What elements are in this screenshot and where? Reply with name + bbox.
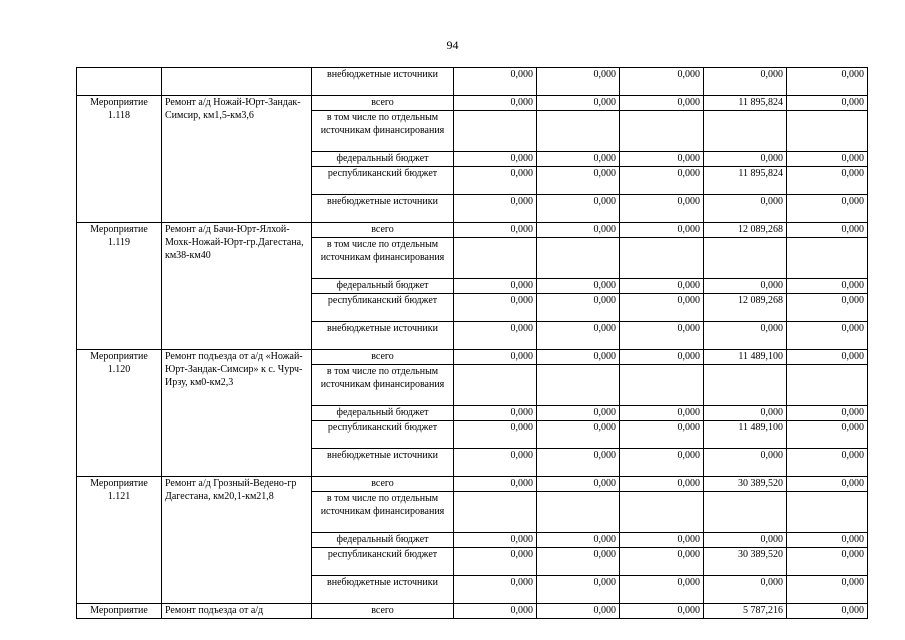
funding-source-cell: в том числе по отдельным источникам финансирования xyxy=(312,492,454,533)
value-cell: 0,000 xyxy=(704,152,787,167)
value-cell: 0,000 xyxy=(537,350,620,365)
value-cell: 0,000 xyxy=(537,195,620,223)
table-row xyxy=(77,477,868,492)
value-cell xyxy=(454,492,537,533)
value-cell: 0,000 xyxy=(787,604,868,619)
value-cell: 0,000 xyxy=(537,223,620,238)
value-cell xyxy=(620,365,704,406)
value-cell: 0,000 xyxy=(454,350,537,365)
value-cell xyxy=(454,238,537,279)
value-cell: 30 389,520 xyxy=(704,477,787,492)
value-cell: 0,000 xyxy=(620,604,704,619)
value-cell: 0,000 xyxy=(787,96,868,111)
value-cell: 0,000 xyxy=(454,477,537,492)
value-cell: 0,000 xyxy=(787,477,868,492)
funding-source-cell: внебюджетные источники xyxy=(312,68,454,96)
value-cell xyxy=(454,365,537,406)
table-row xyxy=(77,604,868,619)
value-cell: 0,000 xyxy=(454,548,537,576)
value-cell: 0,000 xyxy=(537,533,620,548)
value-cell: 0,000 xyxy=(620,421,704,449)
value-cell: 0,000 xyxy=(787,548,868,576)
value-cell: 0,000 xyxy=(787,406,868,421)
funding-source-cell: всего xyxy=(312,350,454,365)
value-cell: 12 089,268 xyxy=(704,223,787,238)
value-cell: 0,000 xyxy=(454,449,537,477)
value-cell xyxy=(787,365,868,406)
value-cell xyxy=(704,492,787,533)
funding-source-cell: федеральный бюджет xyxy=(312,279,454,294)
value-cell: 0,000 xyxy=(787,294,868,322)
funding-source-cell: федеральный бюджет xyxy=(312,533,454,548)
value-cell xyxy=(620,238,704,279)
funding-source-cell: внебюджетные источники xyxy=(312,322,454,350)
value-cell: 0,000 xyxy=(620,406,704,421)
value-cell xyxy=(537,238,620,279)
funding-source-cell: республиканский бюджет xyxy=(312,167,454,195)
value-cell: 0,000 xyxy=(537,406,620,421)
value-cell: 0,000 xyxy=(620,195,704,223)
event-label-cell: Мероприятие 1.118 xyxy=(77,96,162,223)
value-cell: 0,000 xyxy=(704,406,787,421)
event-name-cell: Ремонт а/д Бачи-Юрт-Ялхой-Мохк-Ножай-Юрт-гр.Дагестана, км38-км40 xyxy=(162,223,312,350)
table-row xyxy=(77,68,868,96)
value-cell: 0,000 xyxy=(787,533,868,548)
event-name-cell: Ремонт подъезда от а/д xyxy=(162,604,312,619)
value-cell: 0,000 xyxy=(537,167,620,195)
event-label-cell: Мероприятие 1.120 xyxy=(77,350,162,477)
value-cell: 0,000 xyxy=(620,576,704,604)
value-cell xyxy=(787,111,868,152)
value-cell: 0,000 xyxy=(537,96,620,111)
value-cell: 0,000 xyxy=(620,167,704,195)
event-label-cell: Мероприятие 1.121 xyxy=(77,477,162,604)
value-cell: 12 089,268 xyxy=(704,294,787,322)
value-cell: 0,000 xyxy=(454,604,537,619)
value-cell: 0,000 xyxy=(620,279,704,294)
funding-source-cell: в том числе по отдельным источникам финансирования xyxy=(312,111,454,152)
table-body xyxy=(77,68,868,619)
value-cell: 0,000 xyxy=(454,96,537,111)
value-cell: 0,000 xyxy=(704,449,787,477)
value-cell: 0,000 xyxy=(537,477,620,492)
value-cell: 0,000 xyxy=(704,279,787,294)
budget-table xyxy=(76,67,868,619)
value-cell: 0,000 xyxy=(454,533,537,548)
value-cell: 11 895,824 xyxy=(704,167,787,195)
value-cell: 0,000 xyxy=(620,350,704,365)
funding-source-cell: внебюджетные источники xyxy=(312,576,454,604)
value-cell: 0,000 xyxy=(620,152,704,167)
value-cell: 0,000 xyxy=(704,68,787,96)
value-cell: 0,000 xyxy=(620,449,704,477)
value-cell: 0,000 xyxy=(787,195,868,223)
value-cell: 0,000 xyxy=(537,449,620,477)
value-cell: 0,000 xyxy=(787,279,868,294)
funding-source-cell: республиканский бюджет xyxy=(312,294,454,322)
value-cell: 0,000 xyxy=(537,279,620,294)
event-name-cell xyxy=(162,68,312,96)
value-cell: 0,000 xyxy=(787,350,868,365)
value-cell: 0,000 xyxy=(620,96,704,111)
event-name-cell: Ремонт а/д Грозный-Ведено-гр Дагестана, км20,1-км21,8 xyxy=(162,477,312,604)
value-cell: 11 895,824 xyxy=(704,96,787,111)
funding-source-cell: в том числе по отдельным источникам финансирования xyxy=(312,365,454,406)
value-cell: 0,000 xyxy=(537,152,620,167)
table-row xyxy=(77,350,868,365)
value-cell xyxy=(454,111,537,152)
value-cell: 0,000 xyxy=(620,548,704,576)
event-label-cell: Мероприятие xyxy=(77,604,162,619)
value-cell: 0,000 xyxy=(537,548,620,576)
value-cell xyxy=(704,238,787,279)
value-cell: 0,000 xyxy=(620,223,704,238)
value-cell: 0,000 xyxy=(787,322,868,350)
value-cell: 0,000 xyxy=(454,195,537,223)
table-row xyxy=(77,96,868,111)
value-cell xyxy=(704,365,787,406)
funding-source-cell: в том числе по отдельным источникам финансирования xyxy=(312,238,454,279)
page-number: 94 xyxy=(446,38,459,52)
value-cell xyxy=(537,111,620,152)
value-cell: 0,000 xyxy=(787,167,868,195)
value-cell: 0,000 xyxy=(787,449,868,477)
funding-source-cell: республиканский бюджет xyxy=(312,421,454,449)
value-cell: 0,000 xyxy=(454,406,537,421)
value-cell: 0,000 xyxy=(620,533,704,548)
funding-source-cell: всего xyxy=(312,604,454,619)
value-cell: 0,000 xyxy=(454,294,537,322)
funding-source-cell: всего xyxy=(312,477,454,492)
value-cell xyxy=(787,238,868,279)
value-cell: 0,000 xyxy=(620,294,704,322)
value-cell: 0,000 xyxy=(787,152,868,167)
value-cell: 0,000 xyxy=(787,421,868,449)
value-cell: 0,000 xyxy=(620,322,704,350)
value-cell: 11 489,100 xyxy=(704,421,787,449)
event-label-cell xyxy=(77,68,162,96)
value-cell: 0,000 xyxy=(537,576,620,604)
value-cell: 0,000 xyxy=(537,421,620,449)
funding-source-cell: внебюджетные источники xyxy=(312,195,454,223)
value-cell xyxy=(620,111,704,152)
value-cell: 0,000 xyxy=(704,533,787,548)
value-cell: 0,000 xyxy=(704,576,787,604)
value-cell: 0,000 xyxy=(704,195,787,223)
funding-source-cell: всего xyxy=(312,96,454,111)
value-cell: 0,000 xyxy=(454,576,537,604)
event-name-cell: Ремонт а/д Ножай-Юрт-Зандак-Симсир, км1,5-км3,6 xyxy=(162,96,312,223)
value-cell: 5 787,216 xyxy=(704,604,787,619)
value-cell: 0,000 xyxy=(454,279,537,294)
value-cell xyxy=(787,492,868,533)
value-cell: 0,000 xyxy=(787,68,868,96)
value-cell: 30 389,520 xyxy=(704,548,787,576)
value-cell xyxy=(537,365,620,406)
value-cell xyxy=(620,492,704,533)
value-cell: 0,000 xyxy=(620,68,704,96)
value-cell: 0,000 xyxy=(537,322,620,350)
value-cell: 0,000 xyxy=(704,322,787,350)
funding-source-cell: всего xyxy=(312,223,454,238)
funding-source-cell: федеральный бюджет xyxy=(312,406,454,421)
value-cell: 0,000 xyxy=(537,68,620,96)
value-cell: 0,000 xyxy=(620,477,704,492)
value-cell: 11 489,100 xyxy=(704,350,787,365)
value-cell: 0,000 xyxy=(787,576,868,604)
value-cell: 0,000 xyxy=(537,604,620,619)
funding-source-cell: республиканский бюджет xyxy=(312,548,454,576)
value-cell: 0,000 xyxy=(454,223,537,238)
value-cell xyxy=(537,492,620,533)
value-cell: 0,000 xyxy=(454,322,537,350)
value-cell: 0,000 xyxy=(787,223,868,238)
value-cell: 0,000 xyxy=(454,167,537,195)
funding-source-cell: внебюджетные источники xyxy=(312,449,454,477)
event-label-cell: Мероприятие 1.119 xyxy=(77,223,162,350)
event-name-cell: Ремонт подъезда от а/д «Ножай-Юрт-Зандак-Симсир» к с. Чурч-Ирзу, км0-км2,3 xyxy=(162,350,312,477)
value-cell: 0,000 xyxy=(537,294,620,322)
table-row xyxy=(77,223,868,238)
value-cell: 0,000 xyxy=(454,421,537,449)
value-cell: 0,000 xyxy=(454,68,537,96)
value-cell: 0,000 xyxy=(454,152,537,167)
funding-source-cell: федеральный бюджет xyxy=(312,152,454,167)
value-cell xyxy=(704,111,787,152)
